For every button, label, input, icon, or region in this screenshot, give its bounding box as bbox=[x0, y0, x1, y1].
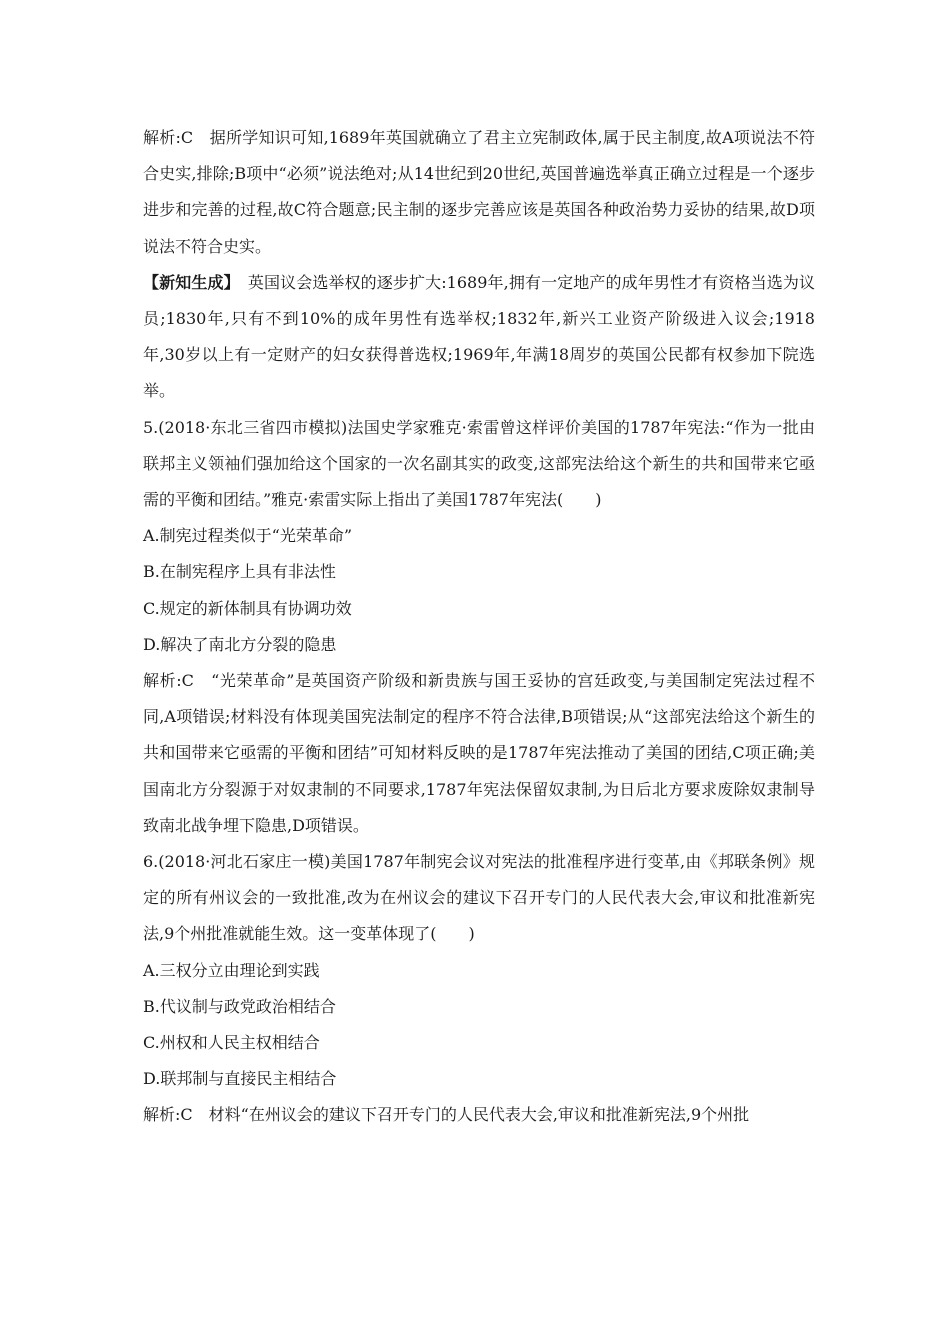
knowledge-text: 英国议会选举权的逐步扩大:1689年,拥有一定地产的成年男性才有资格当选为议员;1830年,只有不到10%的成年男性有选举权;1832年,新兴工业资产阶级进入议会;1918年,30岁以上有一定财产的妇女获得普选权;1969年,年满18周岁的英国公民都有权参加下院选举。 bbox=[143, 272, 815, 401]
question-5: 5.(2018·东北三省四市模拟)法国史学家雅克·索雷曾这样评价美国的1787年宪法:“作为一批由联邦主义领袖们强加给这个国家的一次名副其实的政变,这部宪法给这个新生的共和国带来它亟需的平衡和团结。”雅克·索雷实际上指出了美国1787年宪法( ) bbox=[143, 417, 815, 510]
knowledge-label: 【新知生成】 bbox=[143, 272, 232, 292]
q5-option-c: C.规定的新体制具有协调功效 bbox=[143, 598, 352, 618]
q5-option-b: B.在制宪程序上具有非法性 bbox=[143, 562, 336, 582]
page-content bbox=[143, 120, 815, 1134]
analysis-q5: 解析:C “光荣革命”是英国资产阶级和新贵族与国王妥协的宫廷政变,与美国制定宪法过程不同,A项错误;材料没有体现美国宪法制定的程序不符合法律,B项错误;从“这部宪法给这个新生的共和国带来它亟需的平衡和团结”可知材料反映的是1787年宪法推动了美国的团结,C项正确;美国南北方分裂源于对奴隶制的不同要求,1787年宪法保留奴隶制,为日后北方要求废除奴隶制导致南北战争埋下隐患,D项错误。 bbox=[143, 671, 815, 835]
question-6: 6.(2018·河北石家庄一模)美国1787年制宪会议对宪法的批准程序进行变革,由《邦联条例》规定的所有州议会的一致批准,改为在州议会的建议下召开专门的人民代表大会,审议和批准新宪法,9个州批准就能生效。这一变革体现了( ) bbox=[143, 852, 815, 944]
q6-option-b: B.代议制与政党政治相结合 bbox=[143, 996, 336, 1016]
knowledge-note bbox=[143, 265, 815, 410]
q5-option-a: A.制宪过程类似于“光荣革命” bbox=[143, 526, 353, 546]
q5-option-d: D.解决了南北方分裂的隐患 bbox=[143, 634, 337, 654]
analysis-q4: 解析:C 据所学知识可知,1689年英国就确立了君主立宪制政体,属于民主制度,故A项说法不符合史实,排除;B项中“必须”说法绝对;从14世纪到20世纪,英国普遍选举真正确立过程是一个逐步进步和完善的过程,故C符合题意;民主制的逐步完善应该是英国各种政治势力妥协的结果,故D项说法不符合史实。 bbox=[143, 128, 815, 256]
q6-option-a: A.三权分立由理论到实践 bbox=[143, 960, 320, 980]
q6-option-d: D.联邦制与直接民主相结合 bbox=[143, 1069, 337, 1089]
analysis-q6: 解析:C 材料“在州议会的建议下召开专门的人民代表大会,审议和批准新宪法,9个州批 bbox=[143, 1105, 750, 1125]
q6-option-c: C.州权和人民主权相结合 bbox=[143, 1033, 320, 1053]
